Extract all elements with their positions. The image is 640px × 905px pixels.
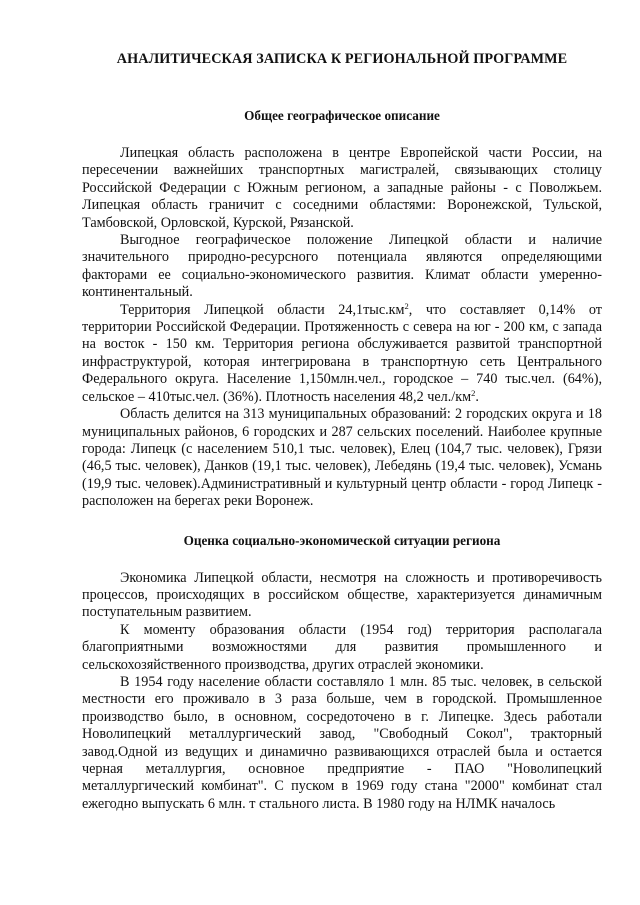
- territory-text-part3: .: [475, 388, 479, 405]
- paragraph-economy: Экономика Липецкой области, несмотря на сложность и противоречивость процессов, происходящих в российском обществе, характеризуется динамичным поступательным развитием.: [82, 569, 602, 621]
- paragraph-location: Липецкая область расположена в центре Европейской части России, на пересечении важнейших транспортных магистралей, связывающих столицу Российской Федерации с Южным регионом, а западные районы - с Поволжьем. Липецкая область граничит с соседними областями: Воронежской, Тульской, Тамбовской, Орловской, Курской, Рязанской.: [82, 145, 602, 231]
- territory-text-part2: , что составляет 0,14% от территории Российской Федерации. Протяженность с севера на юг - 200 км, с запада на восток - 150 км. Территория региона обслуживается развитой транспортной инфраструктурой, которая интегрирована в транспортную сеть Центрального Федерального округа. Население 1,150млн.чел., городское – 740 тыс.чел. (64%), сельское – 410тыс.чел. (36%). Плотность населения 48,2 чел./км: [82, 301, 602, 405]
- paragraph-history: В 1954 году население области составляло 1 млн. 85 тыс. человек, в сельской местности его проживало в 3 раза больше, чем в городской. Промышленное производство было, в основном, сосредоточено в г. Липецке. Здесь работали Новолипецкий металлургический завод, "Свободный Сокол", тракторный завод.Одной из ведущих и динамично развивающихся отраслей была и остается черная металлургия, основное предприятие - ПАО "Новолипецкий металлургический комбинат". С пуском в 1969 году стана "2000" комбинат стал ежегодно выпускать 6 млн. т стального листа. В 1980 году на НЛМК началось: [82, 673, 602, 812]
- density-superscript: 2: [471, 387, 476, 398]
- area-superscript: 2: [404, 300, 409, 311]
- section-heading-economy: Оценка социально-экономической ситуации региона: [183, 532, 501, 548]
- paragraph-formation: К моменту образования области (1954 год) территория располагала благоприятными возможностями для развития промышленного и сельскохозяйственного производства, других отраслей экономики.: [82, 621, 602, 673]
- document-page: [82, 50, 602, 813]
- document-title: АНАЛИТИЧЕСКАЯ ЗАПИСКА К РЕГИОНАЛЬНОЙ ПРОГРАММЕ: [116, 51, 568, 67]
- paragraph-municipalities: Область делится на 313 муниципальных образований: 2 городских округа и 18 муниципальных районов, 6 городских и 287 сельских поселений. Наиболее крупные города: Липецк (с населением 510,1 тыс. человек), Елец (104,7 тыс. человек), Грязи (46,5 тыс. человек), Данков (19,1 тыс. человек), Лебедянь (19,4 тыс. человек), Усмань (19,9 тыс. человек).Административный и культурный центр области - город Липецк - расположен на берегах реки Воронеж.: [82, 406, 602, 510]
- territory-text-part1: Территория Липецкой области 24,1тыс.км: [120, 301, 405, 318]
- paragraph-position: Выгодное географическое положение Липецкой области и наличие значительного природно-ресурсного потенциала являются определяющими факторами ее социально-экономического развития. Климат области умеренно-континентальный.: [82, 232, 602, 301]
- paragraph-territory: [82, 302, 602, 406]
- section-heading-geography: Общее географическое описание: [244, 108, 440, 123]
